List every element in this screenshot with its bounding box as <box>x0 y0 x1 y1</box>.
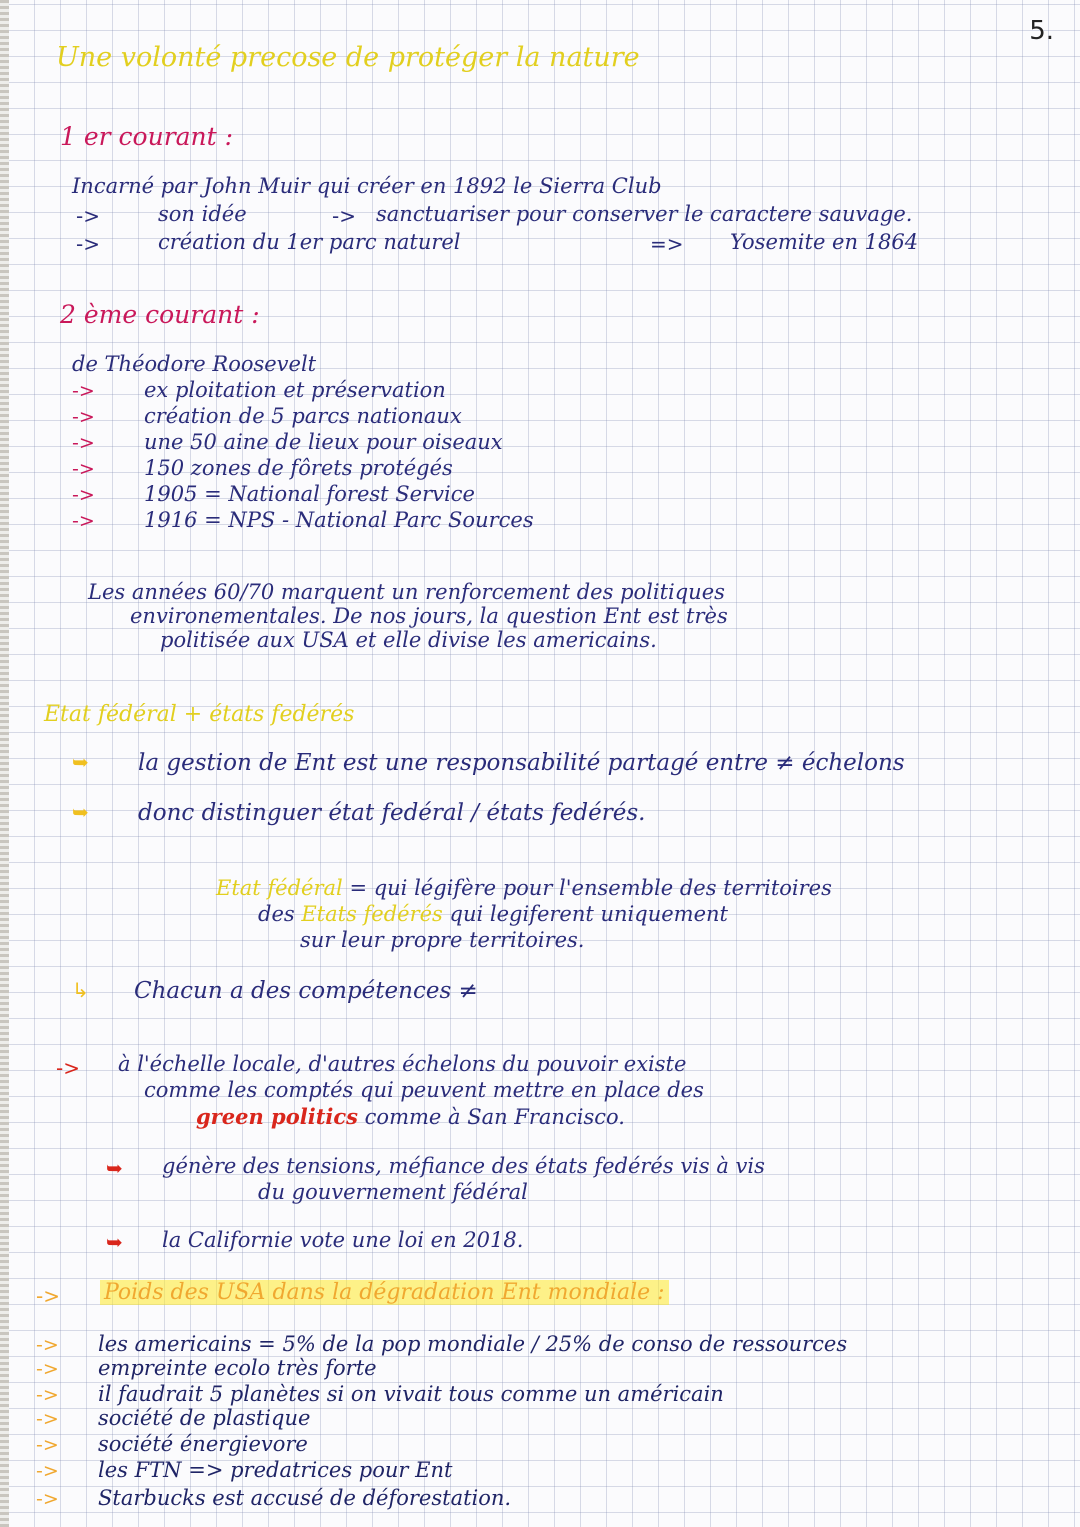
section3-item: empreinte ecolo très forte <box>98 1356 377 1380</box>
def-term-etats-federes: Etats fedérés <box>301 902 443 926</box>
def-prefix-2: des <box>258 902 295 926</box>
bullet-arrow-icon: ➥ <box>106 1156 123 1180</box>
courant1-item1-left: son idée <box>158 202 247 226</box>
courant2-item: 1916 = NPS - National Parc Sources <box>144 508 534 532</box>
arrow-icon: -> <box>72 458 95 480</box>
courant2-item: une 50 aine de lieux pour oiseaux <box>144 430 503 454</box>
arrow-icon: -> <box>36 1284 60 1308</box>
arrow-icon: -> <box>36 1488 59 1510</box>
courant2-item: ex ploitation et préservation <box>144 378 446 402</box>
courant2-heading: 2 ème courant : <box>60 300 260 329</box>
section3-item: les FTN => predatrices pour Ent <box>98 1458 453 1482</box>
bullet-arrow-icon: ➥ <box>72 750 89 774</box>
local-line3-rest: comme à San Francisco. <box>364 1105 625 1129</box>
section3-heading: Poids des USA dans la dégradation Ent mondiale : <box>100 1282 669 1304</box>
arrow-icon: -> <box>72 432 95 454</box>
courant1-line1: Incarné par John Muir qui créer en 1892 le Sierra Club <box>72 174 662 198</box>
arrow-icon: -> <box>332 204 356 228</box>
california-line: la Californie vote une loi en 2018. <box>162 1228 524 1252</box>
corner-arrow-icon: ↳ <box>72 978 89 1002</box>
arrow-icon: -> <box>76 232 100 256</box>
arrow-icon: -> <box>76 204 100 228</box>
arrow-icon: -> <box>56 1056 80 1080</box>
section2-bullet2: donc distinguer état fedéral / états fedérés. <box>138 800 646 826</box>
page-title: Une volonté precose de protéger la nature <box>56 42 640 73</box>
arrow-icon: -> <box>72 406 95 428</box>
bullet-arrow-icon: ➥ <box>106 1230 123 1254</box>
def-text-1: = qui légifère pour l'ensemble des territoires <box>349 876 832 900</box>
paragraph-line: politisée aux USA et elle divise les americains. <box>160 628 657 652</box>
arrow-icon: -> <box>72 510 95 532</box>
local-line1: à l'échelle locale, d'autres échelons du pouvoir existe <box>118 1052 687 1076</box>
arrow-icon: -> <box>72 380 95 402</box>
courant1-item2-right: Yosemite en 1864 <box>730 230 919 254</box>
courant2-item: 1905 = National forest Service <box>144 482 475 506</box>
local-line2: comme les comptés qui peuvent mettre en place des <box>144 1078 704 1102</box>
section3-item: il faudrait 5 planètes si on vivait tous comme un américain <box>98 1382 724 1406</box>
notebook-binding <box>0 0 9 1527</box>
courant1-item1-right: sanctuariser pour conserver le caractere sauvage. <box>376 202 913 226</box>
arrow-icon: -> <box>36 1460 59 1482</box>
courant2-item: création de 5 parcs nationaux <box>144 404 462 428</box>
arrow-icon: -> <box>36 1334 59 1356</box>
section3-item: les americains = 5% de la pop mondiale / 25% de conso de ressources <box>98 1332 848 1356</box>
courant1-heading: 1 er courant : <box>60 122 234 151</box>
section3-item: Starbucks est accusé de déforestation. <box>98 1486 512 1510</box>
page-number: 5. <box>1029 16 1054 46</box>
courant2-intro: de Théodore Roosevelt <box>72 352 317 376</box>
arrow-icon: -> <box>72 484 95 506</box>
def-text-3: sur leur propre territoires. <box>300 928 585 952</box>
arrow-icon: -> <box>36 1408 59 1430</box>
paragraph-line: Les années 60/70 marquent un renforcement des politiques <box>88 580 725 604</box>
paragraph-line: environementales. De nos jours, la question Ent est très <box>130 604 728 628</box>
section2-bullet1: la gestion de Ent est une responsabilité partagé entre ≠ échelons <box>138 750 905 776</box>
arrow-icon: -> <box>36 1384 59 1406</box>
bullet-arrow-icon: ➥ <box>72 800 89 824</box>
competences-note: Chacun a des compétences ≠ <box>134 978 478 1004</box>
tension-line2: du gouvernement fédéral <box>258 1180 528 1204</box>
section3-item: société énergievore <box>98 1432 308 1456</box>
def-term-etat-federal: Etat fédéral <box>216 876 343 900</box>
section2-heading: Etat fédéral + états fedérés <box>44 702 355 727</box>
green-politics-term: green politics <box>196 1104 358 1129</box>
def-text-2: qui legiferent uniquement <box>449 902 728 926</box>
section3-item: société de plastique <box>98 1406 311 1430</box>
tension-line1: génère des tensions, méfiance des états fedérés vis à vis <box>162 1154 765 1178</box>
arrow-icon: -> <box>36 1434 59 1456</box>
courant2-item: 150 zones de fôrets protégés <box>144 456 453 480</box>
double-arrow-icon: => <box>650 232 684 256</box>
arrow-icon: -> <box>36 1358 59 1380</box>
courant1-item2-left: création du 1er parc naturel <box>158 230 461 254</box>
